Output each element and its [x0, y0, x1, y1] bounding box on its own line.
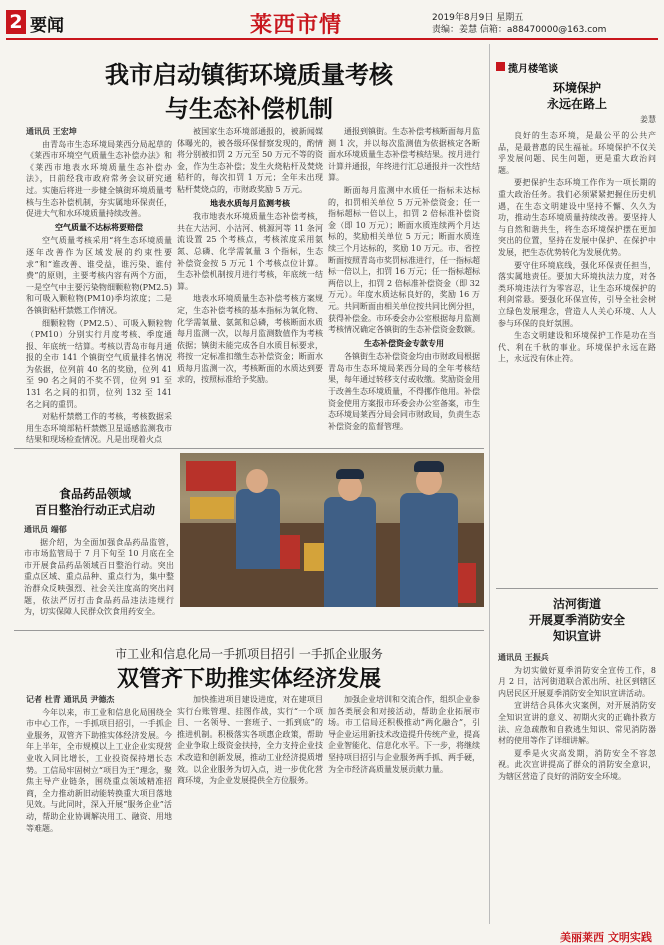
lead-column-3: [328, 126, 480, 444]
fire-news-byline: 通讯员 王振兵: [498, 652, 549, 662]
tech-byline: 记者 杜青 通讯员 尹德杰: [26, 694, 115, 704]
photo-officer-head: [246, 469, 268, 493]
lead-headline-line1: 我市启动镇街环境质量考核: [105, 60, 393, 89]
sidebar-divider: [496, 588, 658, 589]
lead-subhead: 地表水质每月监测考核: [210, 197, 290, 208]
tech-paragraph: 今年以来，市工业和信息化局围绕全市中心工作，一手抓项目招引，一手抓企业服务，双管齐下助推实体经济发展。今年上半年，全市规模以上工业企业实现营业收入同比增长，工业投资保持增长态势。工信局牢固树立“项目为王”理念，聚焦主导产业链条，围绕重点领域精准招商，全力推动新旧动能转换重大项目落地见效。与此同时，深入开展“服务企业”活动，帮助企业协调解决用工、融资、用地等难题。: [26, 707, 172, 833]
lead-paragraph: 细颗粒物（PM2.5）、可吸入颗粒物（PM10）分别实行月度考核、季度通报、年底统一结算。考核以青岛市每月通报的全市 141 个镇街空气质量排名情况为依据，位列前 40 名的奖励，位列 41 至 90 名之间的不奖不罚，位列 91 至 131 名之间的扣罚，位列 132 至 141 名之间的重罚。: [26, 318, 172, 409]
editor-info: 责编：姜慧 信箱：a88470000@163.com: [432, 25, 607, 35]
lead-paragraph: 地表水环境质量生态补偿考核方案规定，生态补偿考核的基本指标为氧化物、化学需氧量、氨氮和总磷，考核断面水质每月监测一次，以每月监测数值作为考核依据；镇街未能完成各自水质目标要求，将按一定标准扣缴生态补偿资金；断面水质每月监测一次，考核断面的水质达到要求的，按照标准给予奖励。: [177, 294, 323, 385]
lead-paragraph: 各镇街生态补偿资金均由市财政局根据青岛市生态环境局莱西分局的全年考核结果，每年通过转移支付或收缴。奖励资金用于改善生态环境质量，不得挪作他用。补偿资金使用方案报市环委会办公室备案，市生态环境局莱西分局会同市财政局，负责生态补偿资金的监督管理。: [328, 352, 480, 431]
issue-date: 2019年8月9日 星期五: [432, 13, 524, 23]
fire-news-paragraph: 为切实做好夏季消防安全宣传工作，8 月 2 日，沽河街道联合派出所、社区到辖区内居民区开展夏季消防安全知识宣讲活动。: [498, 665, 656, 698]
photo-officer-cap: [336, 469, 364, 479]
lead-column-2: [177, 126, 323, 444]
essay-paragraph: 良好的生态环境，是最公平的公共产品，是最普惠的民生福祉。环境保护不仅关乎发展问题、民生问题，更是重大政治问题。: [498, 131, 656, 175]
essay-paragraph: 要把保护生态环境工作作为一项长期的重大政治任务。我们必须紧紧把握住历史机遇，在生态文明建设中坚持不懈、久久为功，推动生态环境质量持续改善。要坚持人与自然和谐共生，将生态环境保护摆在更加突出的位置，坚持在发展中保护、在保护中发展，把生态优势转化为发展优势。: [498, 178, 656, 257]
fire-news-paragraph: 宣讲结合具体火灾案例，对开展消防安全知识宣讲的意义、初期火灾的正确扑救方法、应急疏散和自救逃生知识、常见消防器材的使用等作了详细讲解。: [498, 701, 656, 746]
fire-news-body: [498, 652, 656, 920]
tech-column-1: [26, 694, 172, 922]
fire-news-title: [496, 596, 658, 644]
footer-slogan: 美丽莱西 文明实践: [560, 931, 652, 944]
page-number: 2: [6, 10, 26, 34]
fire-news-title-line1: 沽河街道: [552, 597, 601, 611]
lead-headline-line2: 与生态补偿机制: [165, 94, 333, 123]
tech-paragraph: 加强企业培训和交流合作，组织企业参加各类展会和对接活动，帮助企业拓展市场。市工信局还积极推动“两化融合”，引导企业运用新技术改造提升传统产业，提高企业智能化、信息化水平。下一步，将继续坚持项目招引与企业服务两手抓、两手硬，为全市经济高质量发展贡献力量。: [328, 695, 480, 774]
sidebar-header: [496, 60, 656, 74]
lead-paragraph: 被国家生态环境部通报的，被新闻媒体曝光的，被各级环保督察发现的，酌情将分别被扣罚 2 万元至 50 万元不等的资金，作为生态补偿；发生火烧粘杆及焚烧秸秆的，每次扣罚 1 万元；全年未出现粘杆焚烧点的，市财政奖励 5 万元。: [177, 127, 323, 194]
photo-product-box: [186, 461, 236, 491]
photo-officer: [400, 493, 458, 607]
fire-news-title-line2: 开展夏季消防安全: [528, 613, 625, 627]
lead-headline: [14, 58, 484, 126]
essay-paragraph: 生态文明建设和环境保护工作是功在当代、利在千秋的事业。环境保护永远在路上，永远没有休止符。: [498, 331, 656, 364]
tech-paragraph: 加快推进项目建设进度，对在建项目实行台账管理、挂图作战，实行“一个项目、一名领导、一套班子、一抓到底”的推进机制。积极落实各项惠企政策，帮助企业争取上级资金扶持，全力支持企业技术改造和创新发展，推动工业经济提质增效。以企业服务为切入点，进一步优化营商环境，为企业发展提供全方位服务。: [177, 695, 323, 786]
lead-paragraph: 断面每月监测中水质任一指标未达标的，扣罚相关单位 5 万元补偿资金；任一指标超标一倍以上，扣罚 2 倍标准补偿资金（即 10 万元）；断面水质连续两个月达标的，奖励相关单位 5 万元；断面水质连续三个月达标的，奖励 10 万元。市、省控断面按照青岛市奖罚标准进行，任一指标超标一倍以上，扣罚 16 万元；任一指标超标两倍以上，扣罚 2 倍标准补偿资金（即 32 万元）。年度水质达标良好的，奖励 16 万元。共同断面由相关单位按共同比例分担，获得补偿金。市环委会办公室根据每月监测考核情况确定各镇街的生态补偿资金数额。: [328, 185, 480, 335]
essay-author: 姜慧: [640, 115, 656, 124]
section-title: 要闻: [30, 16, 64, 36]
inspection-photo: [180, 453, 484, 607]
food-title: [14, 486, 176, 518]
lead-paragraph: 我市地表水环境质量生态补偿考核，共在大沽河、小沽河、桃源河等 11 条河流设置 25 个考核点，考核浓度采用氨氮、总磷、化学需氧量 3 个指标，生态补偿资金按 5 万元 1 个考核点位计算。生态补偿机制按月进行考核，年底统一结算。: [177, 212, 323, 291]
food-paragraph: 据介绍，为全面加强食品药品监管，市市场监管局于 7 月下旬至 10 月底在全市开展食品药品领域百日整治行动。突出重点区域、重点品种、重点行为，集中整治群众反映强烈、社会关注度高的突出问题，依法严厉打击食品药品违法违规行为，切实保障人民群众饮食用药安全。: [24, 537, 174, 617]
fire-news-paragraph: 夏季是火灾高发期，消防安全不容忽视。此次宣讲提高了群众的消防安全意识，为辖区营造了良好的消防安全环境。: [498, 748, 656, 781]
tech-headline: 双管齐下助推实体经济发展: [116, 666, 381, 692]
lead-subhead: 生态补偿资金专款专用: [364, 337, 444, 348]
sidebar-column-name: 揽月楼笔谈: [508, 64, 558, 75]
lead-paragraph: 对粘杆禁燃工作的考核，考核数据采用生态环境部粘杆禁燃卫星遥感监测我市结果和现场检查情况。凡是出现着火点: [26, 412, 172, 445]
section-divider: [14, 448, 484, 449]
fire-news-title-line3: 知识宣讲: [552, 629, 601, 643]
food-byline: 通讯员 端郁: [24, 524, 67, 534]
square-bullet-icon: [496, 62, 505, 71]
lead-column-1: [26, 126, 172, 444]
masthead: [0, 6, 664, 38]
lead-paragraph: 由青岛市生态环境局莱西分局起草的《莱西市环境空气质量生态补偿办法》和《莱西市地表水环境质量生态补偿办法》，日前经我市政府常务会议研究通过。实施后将进一步健全镇街环境质量考核与生态补偿机制，夯实属地环保责任，促进大气和水环境质量持续改善。: [26, 139, 172, 219]
essay-paragraph: 要守住环境底线，强化环保责任担当，落实属地责任。要加大环境执法力度，对各类环境违法行为零容忍，让生态环境保护的利剑常悬。要强化环保宣传，引导全社会树立绿色发展理念，营造人人关心环境、人人参与环保的良好氛围。: [498, 260, 656, 328]
essay-body: [498, 130, 656, 582]
photo-officer: [236, 489, 280, 569]
lead-subhead: 空气质量不达标将要赔偿: [55, 221, 143, 232]
section-divider: [14, 630, 484, 631]
photo-product-box: [190, 497, 234, 519]
tech-column-2: [177, 694, 323, 922]
food-body: [24, 524, 174, 617]
photo-officer: [324, 497, 376, 607]
tech-kicker: 市工业和信息化局一手抓项目招引 一手抓企业服务: [115, 647, 383, 661]
essay-title-line2: 永远在路上: [546, 97, 607, 111]
essay-title: [496, 80, 658, 112]
masthead-rule: [6, 38, 658, 40]
tech-column-3: [328, 694, 480, 922]
photo-officer-cap: [414, 461, 444, 472]
lead-byline: 通讯员 王宏坤: [26, 126, 77, 136]
dateline: [432, 12, 606, 36]
food-title-line2: 百日整治行动正式启动: [34, 503, 155, 517]
column-divider: [489, 44, 490, 924]
essay-title-line1: 环境保护: [552, 81, 601, 95]
paper-logo: 莱西市情: [250, 12, 343, 38]
lead-paragraph: 通报到镇街。生态补偿考核断面每月监测 1 次，并以每次监测值为依据核定各断面水环境质量生态补偿考核结果。按月进行计算并通报，年终进行汇总通报并一次性结算。: [328, 127, 480, 183]
lead-paragraph: 空气质量考核采用“将生态环境质量逐年改善作为区域发展的约束性要求”和“谁改善、谁受益，谁污染、谁付费”的原则，主要考核内容有两个方面，一是空气中主要污染物细颗粒物(PM2.5)和可吸入颗粒物(PM10)季均浓度；二是各镇街粘杆禁燃工作情况。: [26, 236, 172, 315]
food-title-line1: 食品药品领域: [58, 487, 131, 501]
